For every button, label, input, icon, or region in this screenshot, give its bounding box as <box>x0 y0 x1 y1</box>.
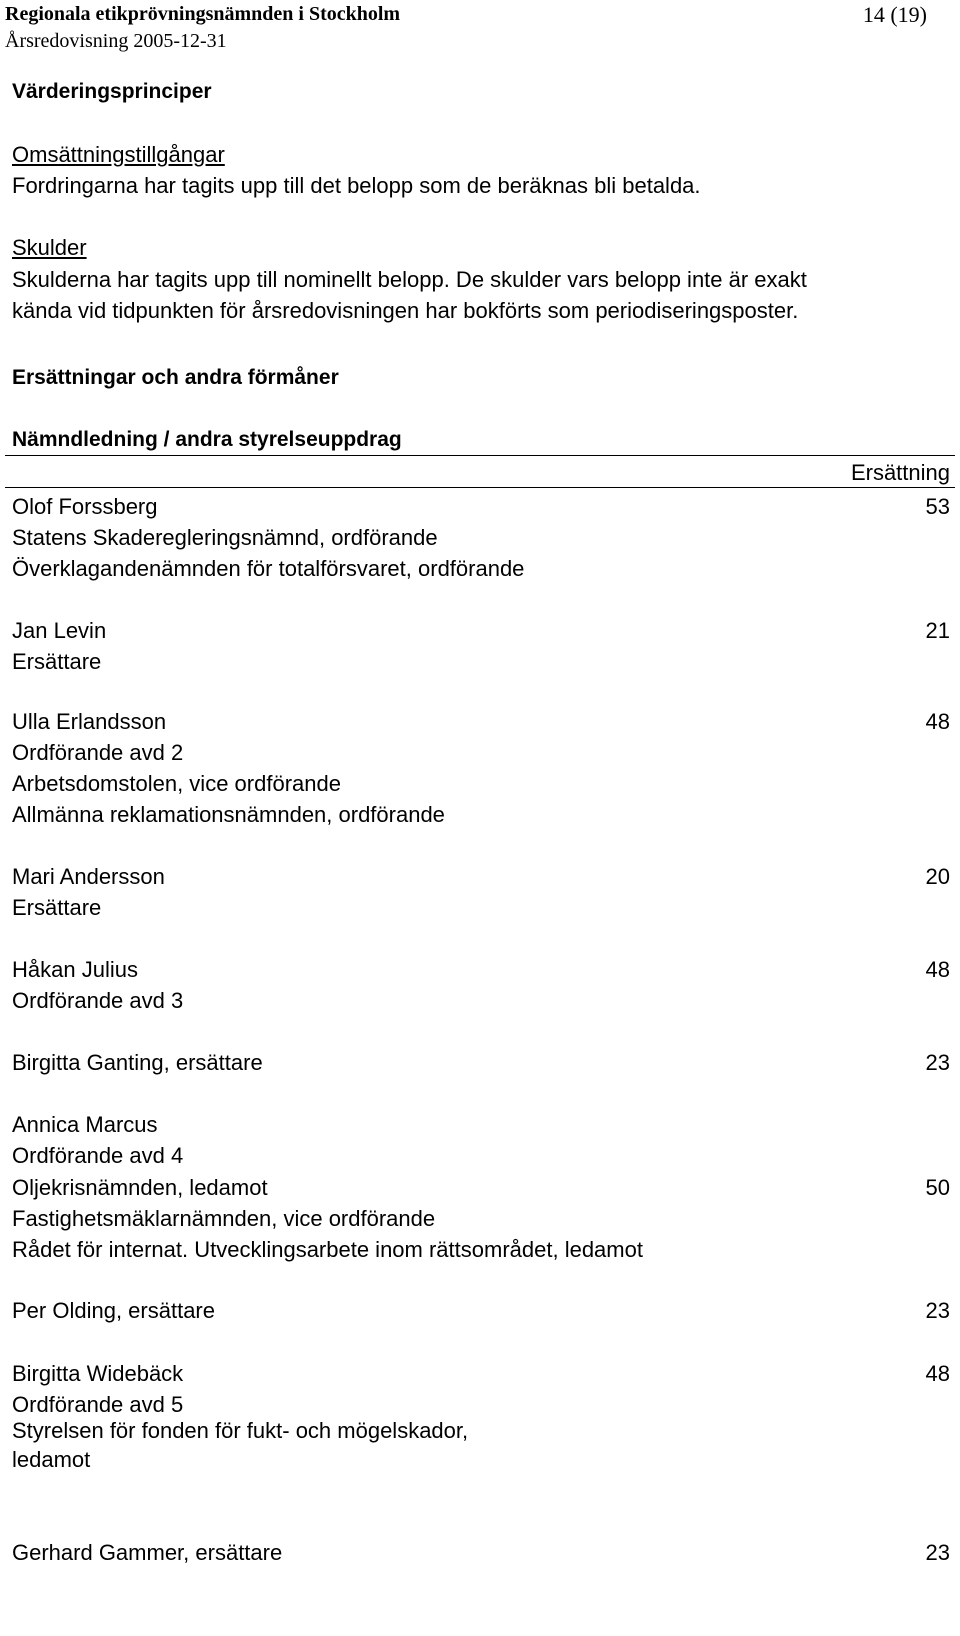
person-name: Per Olding, ersättare <box>12 1298 215 1323</box>
person-amount: 23 <box>925 1540 950 1565</box>
liabilities-text-line1: Skulderna har tagits upp till nominellt belopp. De skulder vars belopp inte är exakt <box>12 267 807 292</box>
person-role: Ordförande avd 2 <box>12 740 184 765</box>
header-subtitle: Årsredovisning 2005-12-31 <box>5 30 227 52</box>
person-role: Ordförande avd 3 <box>12 988 184 1013</box>
person-name: Birgitta Widebäck <box>12 1361 184 1386</box>
page-number: 14 (19) <box>862 2 927 27</box>
person-amount: 21 <box>925 618 950 643</box>
person-name: Håkan Julius <box>12 957 138 982</box>
person-amount: 53 <box>925 494 950 519</box>
valuation-heading: Värderingsprinciper <box>12 80 212 103</box>
column-header-rule <box>5 487 955 488</box>
person-amount: 48 <box>925 709 950 734</box>
person-name: Jan Levin <box>12 618 107 643</box>
person-role: Rådet för internat. Utvecklingsarbete inom rättsområdet, ledamot <box>12 1237 643 1262</box>
person-name: Annica Marcus <box>12 1112 158 1137</box>
person-role: Styrelsen för fonden för fukt- och mögelskador, <box>12 1418 469 1443</box>
person-role: Oljekrisnämnden, ledamot <box>12 1175 268 1200</box>
person-role: Arbetsdomstolen, vice ordförande <box>12 771 341 796</box>
person-name: Olof Forssberg <box>12 494 158 519</box>
compensation-subheading: Nämndledning / andra styrelseuppdrag <box>12 428 402 451</box>
person-amount: 20 <box>925 864 950 889</box>
receivables-title: Omsättningstillgångar <box>12 142 225 167</box>
person-role: Ordförande avd 4 <box>12 1143 184 1168</box>
person-name: Mari Andersson <box>12 864 165 889</box>
person-role: Fastighetsmäklarnämnden, vice ordförande <box>12 1206 436 1231</box>
person-name: Birgitta Ganting, ersättare <box>12 1050 263 1075</box>
liabilities-text-line2: kända vid tidpunkten för årsredovisningen har bokförts som periodiseringsposter. <box>12 298 799 323</box>
compensation-heading: Ersättningar och andra förmåner <box>12 366 339 389</box>
person-role: Allmänna reklamationsnämnden, ordförande <box>12 802 445 827</box>
person-role: Överklagandenämnden för totalförsvaret, ordförande <box>12 556 525 581</box>
person-role: Ordförande avd 5 <box>12 1392 184 1417</box>
person-role: Ersättare <box>12 649 102 674</box>
person-role: Statens Skaderegleringsnämnd, ordförande <box>12 525 438 550</box>
person-name: Ulla Erlandsson <box>12 709 167 734</box>
table-top-rule <box>5 455 955 456</box>
receivables-text: Fordringarna har tagits upp till det belopp som de beräknas bli betalda. <box>12 173 701 198</box>
person-name: Gerhard Gammer, ersättare <box>12 1540 283 1565</box>
column-header-ersattning: Ersättning <box>850 460 950 485</box>
person-amount: 48 <box>925 1361 950 1386</box>
person-amount: 50 <box>925 1175 950 1200</box>
person-role: Ersättare <box>12 895 102 920</box>
person-amount: 23 <box>925 1050 950 1075</box>
header-title: Regionala etikprövningsnämnden i Stockholm <box>5 3 401 25</box>
person-role: ledamot <box>12 1447 91 1472</box>
liabilities-title: Skulder <box>12 235 87 260</box>
person-amount: 23 <box>925 1298 950 1323</box>
person-amount: 48 <box>925 957 950 982</box>
